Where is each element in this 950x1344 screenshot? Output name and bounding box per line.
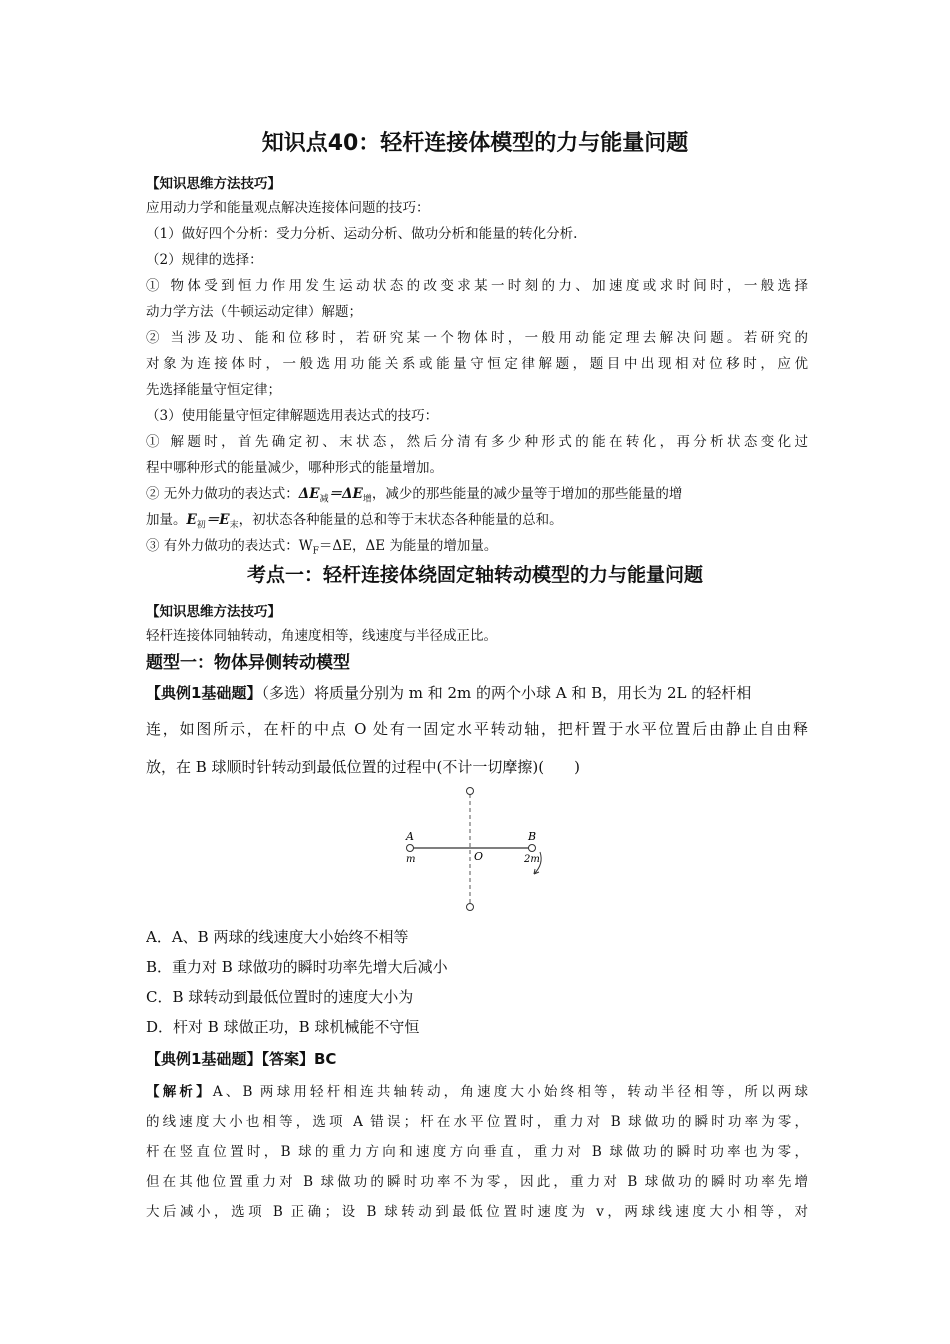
analysis-line [146, 1080, 808, 1100]
formula-text: ，减少的那些能量的减少量等于增加的那些能量的增 [371, 486, 683, 502]
page-title: 知识点40：轻杆连接体模型的力与能量问题 [261, 131, 689, 156]
text-line: 先选择能量守恒定律； [146, 382, 281, 398]
text-line: （3）使用能量守恒定律解题选用表达式的技巧： [146, 408, 439, 424]
option-d: D．杆对 B 球做正功，B 球机械能不守恒 [146, 1018, 420, 1036]
ball-b [529, 845, 536, 852]
text-line: ① 解题时，首先确定初、末状态，然后分清有多少种形式的能在转化，再分析状态变化过 [146, 434, 808, 450]
text-line: 应用动力学和能量观点解决连接体问题的技巧： [146, 200, 430, 216]
rotating-rod-figure [390, 784, 560, 914]
text-line: （2）规律的选择： [146, 252, 263, 268]
section-title: 考点一：轻杆连接体绕固定轴转动模型的力与能量问题 [246, 564, 703, 586]
answer-line: 【典例1基础题】【答案】BC [146, 1050, 337, 1068]
label-b: B [528, 830, 537, 843]
formula-line [146, 534, 808, 557]
question-type-heading: 题型一：物体异侧转动模型 [146, 653, 350, 673]
example-tag: 【典例1基础题】 [146, 684, 262, 702]
formula-line [146, 482, 808, 505]
formula-line [146, 508, 808, 531]
example-line: 放，在 B 球顺时针转动到最低位置的过程中(不计一切摩擦)( ) [146, 758, 580, 776]
option-a: A．A、B 两球的线速度大小始终不相等 [146, 928, 409, 946]
text-line: 轻杆连接体同轴转动，角速度相等，线速度与半径成正比。 [146, 628, 497, 644]
section-heading: 【知识思维方法技巧】 [146, 176, 281, 192]
analysis-line: 但在其他位置重力对 B 球做功的瞬时功率不为零，因此，重力对 B 球做功的瞬时功率先增 [146, 1174, 808, 1190]
example-text: （多选）将质量分别为 m 和 2m 的两个小球 A 和 B，用长为 2L 的轻杆相 [261, 684, 752, 702]
analysis-line: 的线速度大小也相等，选项 A 错误；杆在水平位置时，重力对 B 球做功的瞬时功率为零， [146, 1114, 808, 1130]
text-line: ① 物体受到恒力作用发生运动状态的改变求某一时刻的力、加速度或求时间时，一般选择 [146, 278, 808, 294]
analysis-tag: 【解析】 [146, 1084, 213, 1100]
formula-subscript: 增 [362, 494, 372, 505]
formula-symbol: E [186, 512, 197, 528]
analysis-text: A、B 两球用轻杆相连共轴转动，角速度大小始终相等，转动半径相等，所以两球 [212, 1084, 808, 1100]
formula-subscript: 末 [229, 520, 239, 531]
label-a: A [406, 830, 414, 843]
formula-text: ＝ΔE，ΔE 为能量的增加量。 [318, 538, 498, 554]
formula-subscript: F [312, 546, 319, 557]
formula-text: ，初状态各种能量的总和等于末状态各种能量的总和。 [238, 512, 563, 528]
bottom-ball [467, 904, 474, 911]
analysis-line: 杆在竖直位置时，B 球的重力方向和速度方向垂直，重力对 B 球做功的瞬时功率也为零， [146, 1144, 808, 1160]
formula-symbol: ＝ΔE [328, 486, 363, 502]
formula-subscript: 初 [196, 520, 206, 531]
formula-symbol: ＝E [205, 512, 230, 528]
ball-a [407, 845, 414, 852]
example-line [146, 682, 808, 703]
option-c: C．B 球转动到最低位置时的速度大小为 [146, 988, 414, 1006]
formula-text: ③ 有外力做功的表达式：W [146, 538, 313, 554]
formula-symbol: ΔE [298, 486, 320, 502]
formula-subscript: 减 [319, 494, 329, 505]
text-line: 动力学方法（牛顿运动定律）解题； [146, 304, 362, 320]
text-line: ② 当涉及功、能和位移时，若研究某一个物体时，一般用动能定理去解决问题。若研究的 [146, 330, 808, 346]
label-o: O [474, 850, 484, 863]
text-line: （1）做好四个分析：受力分析、运动分析、做功分析和能量的转化分析. [146, 226, 578, 242]
top-ball [467, 788, 474, 795]
label-m: m [406, 854, 416, 865]
text-line: 对象为连接体时，一般选用功能关系或能量守恒定律解题，题目中出现相对位移时，应优 [146, 356, 808, 372]
formula-text: ② 无外力做功的表达式： [146, 486, 299, 502]
label-2m: 2m [524, 854, 540, 865]
analysis-line: 大后减小，选项 B 正确；设 B 球转动到最低位置时速度为 v，两球线速度大小相等，对 [146, 1204, 808, 1220]
section-heading: 【知识思维方法技巧】 [146, 604, 281, 620]
option-b: B．重力对 B 球做功的瞬时功率先增大后减小 [146, 958, 448, 976]
text-line: 程中哪种形式的能量减少，哪种形式的能量增加。 [146, 460, 443, 476]
example-line: 连，如图所示，在杆的中点 O 处有一固定水平转动轴，把杆置于水平位置后由静止自由释 [146, 720, 808, 738]
formula-text: 加量。 [146, 512, 187, 528]
